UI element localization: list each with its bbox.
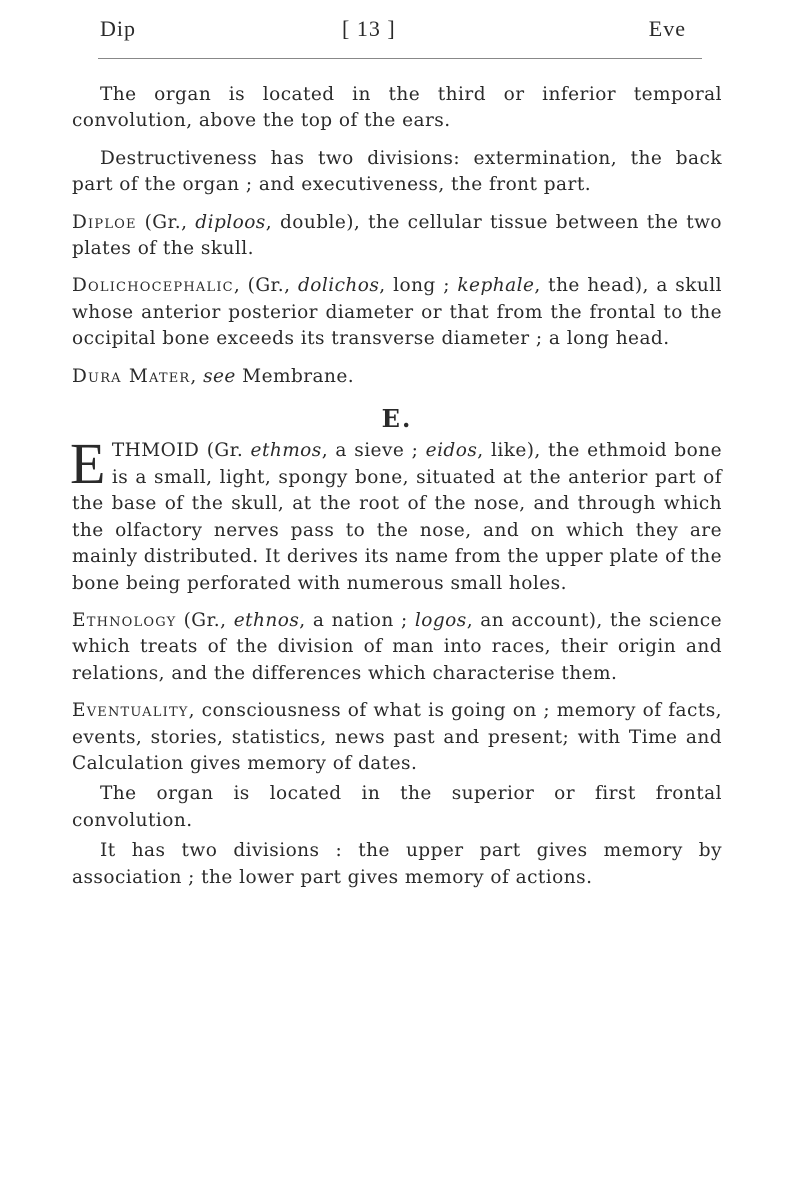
header-rule [98,58,702,59]
entry-text: , double), the cellular tissue between the two plates of the skull. [72,211,722,260]
entry-term: THMOID [111,440,200,462]
entry-text: (Gr., [176,609,234,631]
etymon: dolichos [297,275,380,297]
entry-diploe [72,210,722,263]
entry-text: , like), the ethmoid bone is a small, light, spongy bone, situated at the anterior part of the base of the skull, at the root of the nose, and through which the olfactory nerves pass to the nose, and on which they are mainly distributed. It derives its name from the upper plate of the bone being perforated with numerous small holes. [72,440,723,594]
etymon: diploos [195,211,266,233]
entry-text: (Gr. [199,440,251,462]
etymon: ethmos [250,440,322,462]
entry-text: (Gr., [136,211,196,233]
entry-text: , an account), the science which treats of the division of man into races, their origin and relations, and the differences which characterise them. [72,609,722,684]
entry-text: , (Gr., [233,275,298,297]
entry-term: Eventuality [72,700,189,722]
etymon: ethnos [233,609,300,631]
entry-dura-mater [72,364,722,390]
entry-text: , a nation ; [299,609,415,631]
eventuality-divisions-paragraph: It has two divisions : the upper part gives memory by association ; the lower part gives memory of actions. [72,840,722,888]
entry-dolichocephalic [72,273,722,352]
etymon: kephale [457,275,535,297]
eventuality-location-paragraph: The organ is located in the superior or first frontal convolution. [72,783,722,831]
running-head [100,16,686,46]
entry-text: Membrane. [235,365,355,387]
entry-text: , a sieve ; [321,440,426,462]
entry-text: , long ; [379,275,458,297]
entry-term: Dura Mater [72,365,191,387]
etymon: logos [414,609,467,631]
cross-reference: see [203,365,236,387]
running-head-left: Dip [100,16,136,41]
page-number: [ 13 ] [342,16,396,41]
entry-ethmoid [70,431,723,596]
entry-text: , the head), a skull whose anterior posterior diameter or that from the frontal to the occipital bone exceeds its transverse diameter ; a long head. [72,275,723,350]
entry-term: Ethnology [72,609,177,631]
section-letter: E. [381,404,413,434]
entry-text: , consciousness of what is going on ; memory of facts, events, stories, statistics, news past and present; with Time and Calculation gives memory of dates. [72,700,722,774]
etymon: eidos [425,440,478,462]
page-body [72,82,722,902]
entry-text: , [190,365,204,387]
entry-ethnology [72,608,722,687]
destructiveness-location-paragraph: The organ is located in the third or inferior temporal convolution, above the top of the ears. [72,84,722,132]
entry-term: Dolichocephalic [72,275,234,297]
entry-eventuality [72,698,722,777]
drop-cap: E [70,431,106,497]
destructiveness-divisions-paragraph: Destructiveness has two divisions: extermination, the back part of the organ ; and executiveness, the front part. [72,147,722,196]
running-head-right: Eve [648,16,686,41]
entry-term: Diploe [72,211,137,233]
